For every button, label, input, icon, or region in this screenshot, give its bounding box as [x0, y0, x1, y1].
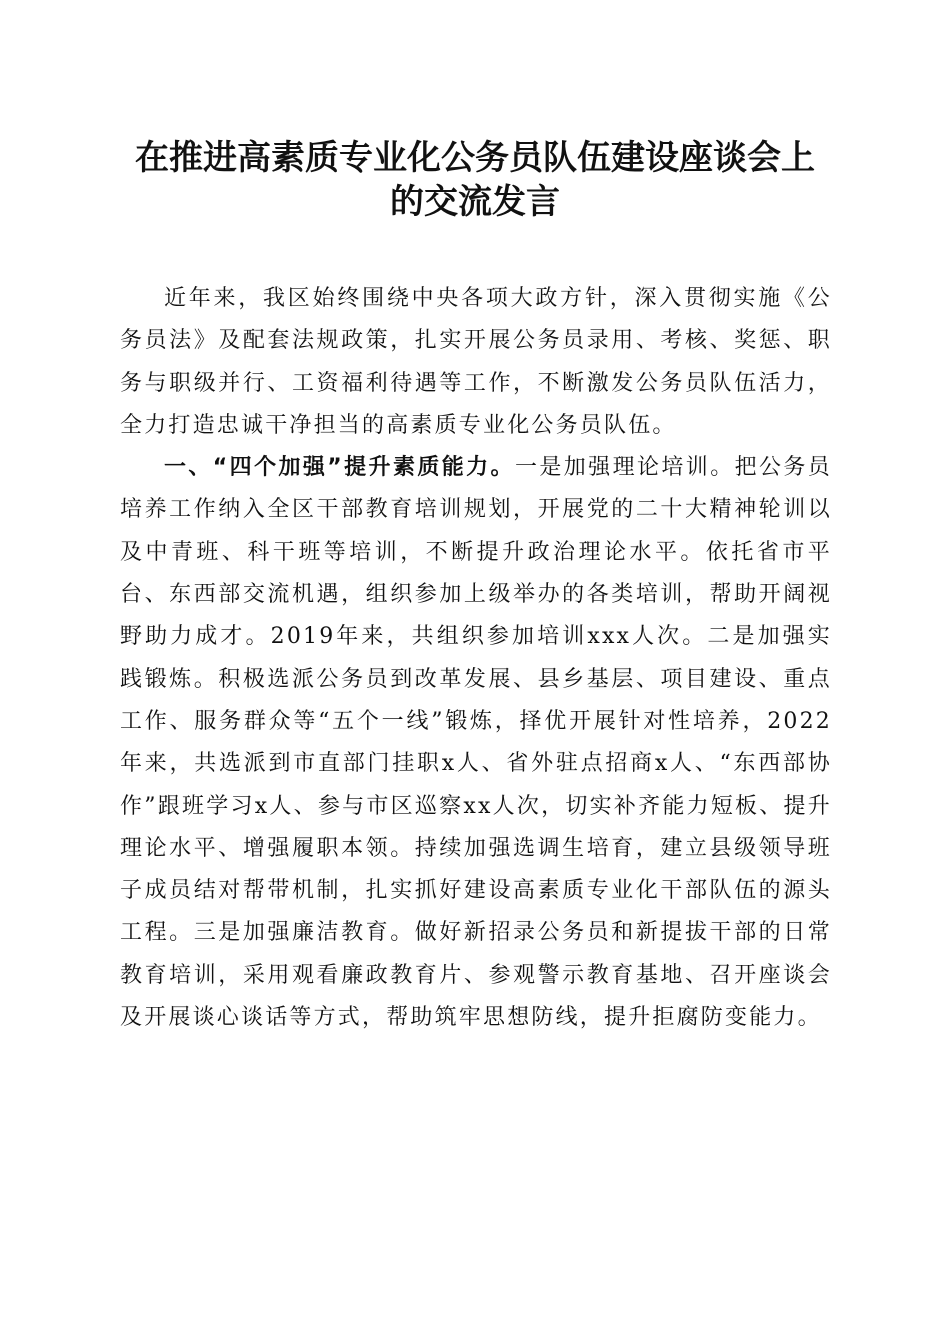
paragraph-intro [120, 278, 832, 447]
document-title [110, 136, 840, 224]
document-body [120, 278, 832, 1039]
paragraph-intro-text: 近年来，我区始终围绕中央各项大政方针，深入贯彻实施《公务员法》及配套法规政策，扎实开展公务员录用、考核、奖惩、职务与职级并行、工资福利待遇等工作，不断激发公务员队伍活力，全力打造忠诚干净担当的高素质专业化公务员队伍。 [120, 286, 832, 438]
paragraph-section-1 [120, 447, 832, 1039]
title-line-2: 的交流发言 [390, 182, 560, 222]
section-1-heading: 一、“四个加强”提升素质能力。 [164, 455, 515, 481]
title-line-1: 在推进高素质专业化公务员队伍建设座谈会上 [135, 138, 815, 178]
section-1-text: 一是加强理论培训。把公务员培养工作纳入全区干部教育培训规划，开展党的二十大精神轮训以及中青班、科干班等培训，不断提升政治理论水平。依托省市平台、东西部交流机遇，组织参加上级举办的各类培训，帮助开阔视野助力成才。2019年来，共组织参加培训xxx人次。二是加强实践锻炼。积极选派公务员到改革发展、县乡基层、项目建设、重点工作、服务群众等“五个一线”锻炼，择优开展针对性培养，2022年来，共选派到市直部门挂职x人、省外驻点招商x人、“东西部协作”跟班学习x人、参与市区巡察xx人次，切实补齐能力短板、提升理论水平、增强履职本领。持续加强选调生培育，建立县级领导班子成员结对帮带机制，扎实抓好建设高素质专业化干部队伍的源头工程。三是加强廉洁教育。做好新招录公务员和新提拔干部的日常教育培训，采用观看廉政教育片、参观警示教育基地、召开座谈会及开展谈心谈话等方式，帮助筑牢思想防线，提升拒腐防变能力。 [120, 455, 833, 1031]
